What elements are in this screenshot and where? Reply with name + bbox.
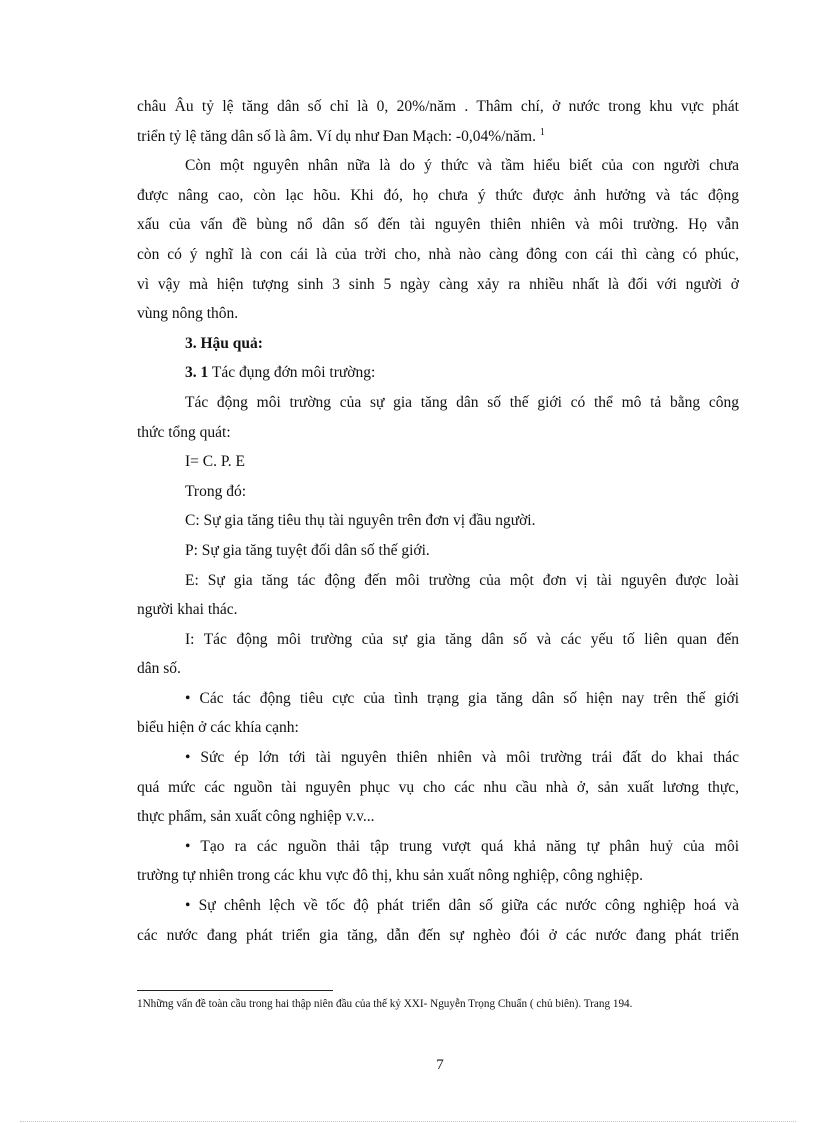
line-text: châu Âu tỷ lệ tăng dân số chỉ là 0, 20%/năm . Thâm chí, ở nước trong khu vực phát (137, 98, 739, 115)
text-line (137, 802, 739, 832)
line-text: được nâng cao, còn lạc hõu. Khi đó, họ chưa ý thức được ảnh hưởng và tác động (137, 186, 739, 204)
text-line (137, 861, 739, 891)
line-text: các nước đang phát triển gia tăng, dẫn đến sự nghèo đói ở các nước đang phát triển (137, 926, 739, 944)
text-line (137, 713, 739, 743)
line-text: • Sức ép lớn tới tài nguyên thiên nhiên và môi trường trái đất do khai thác (185, 749, 739, 767)
line-text: C: Sự gia tăng tiêu thụ tài nguyên trên đơn vị đầu người. (185, 512, 536, 530)
line-text: thức tổng quát: (137, 423, 231, 441)
line-text: I= C. P. E (185, 453, 245, 471)
text-line (137, 595, 739, 625)
line-text: người khai thác. (137, 601, 238, 619)
page-number: 7 (436, 1057, 444, 1073)
text-line (137, 477, 739, 507)
text-line (137, 388, 739, 418)
line-text: biểu hiện ở các khía cạnh: (137, 719, 299, 737)
text-line (137, 92, 739, 122)
text-line (137, 921, 739, 951)
text-line (137, 625, 739, 655)
line-text: Trong đó: (185, 482, 247, 500)
text-line (137, 891, 739, 921)
text-line (137, 506, 739, 536)
footnote-reference[interactable]: 1 (539, 126, 545, 138)
line-text: vì vậy mà hiện tượng sinh 3 sinh 5 ngày càng xảy ra nhiều nhất là đối với người ở (137, 275, 739, 293)
text-line (137, 832, 739, 862)
text-line (137, 654, 739, 684)
text-line (137, 684, 739, 714)
text-line (137, 299, 739, 329)
line-text: dân số. (137, 660, 181, 678)
line-text: P: Sự gia tăng tuyệt đối dân số thế giới. (185, 541, 430, 559)
line-text: triển tỷ lệ tăng dân số là âm. Ví dụ như Đan Mạch: -0,04%/năm. (137, 127, 536, 145)
text-line (137, 181, 739, 211)
subsection-title: Tác đụng đớn môi trường: (208, 364, 376, 382)
footnote-separator (137, 990, 333, 991)
text-line (137, 358, 739, 388)
footnote-marker: 1 (137, 998, 143, 1010)
document-body (137, 92, 739, 950)
text-line (137, 447, 739, 477)
subsection-number: 3. 1 (185, 364, 209, 382)
text-line (137, 270, 739, 300)
line-text: E: Sự gia tăng tác động đến môi trường của một đơn vị tài nguyên được loài (185, 571, 739, 589)
text-line (137, 743, 739, 773)
line-text: I: Tác động môi trường của sự gia tăng dân số và các yếu tố liên quan đến (185, 630, 739, 648)
line-text: còn có ý nghĩ là con cái là của trời cho, nhà nào càng đông con cái thì càng có phúc, (137, 245, 739, 263)
section-heading (137, 329, 739, 359)
line-text: vùng nông thôn. (137, 305, 239, 323)
line-text: quá mức các nguồn tài nguyên phục vụ cho các nhu cầu nhà ở, sản xuất lương thực, (137, 778, 739, 796)
page-bottom-border (20, 1121, 796, 1122)
line-text: • Tạo ra các nguồn thải tập trung vượt quá khả năng tự phân huỷ của môi (185, 837, 739, 855)
footnote-text: Những vấn đề toàn cầu trong hai thập niên đầu của thế kỷ XXI- Nguyễn Trọng Chuẩn ( chủ biên). Trang 194. (142, 998, 633, 1010)
line-text: trường tự nhiên trong các khu vực đô thị, khu sản xuất nông nghiệp, công nghiệp. (137, 867, 644, 885)
line-text: thực phẩm, sản xuất công nghiệp v.v... (137, 808, 375, 826)
line-text: xấu của vấn đề bùng nổ dân số đến tài nguyên thiên nhiên và môi trường. Họ vẫn (137, 216, 739, 234)
text-line (137, 210, 739, 240)
text-line (137, 151, 739, 181)
footnote (137, 997, 741, 1012)
text-line (137, 122, 739, 152)
text-line (137, 566, 739, 596)
line-text: Còn một nguyên nhân nữa là do ý thức và tầm hiểu biết của con người chưa (185, 157, 739, 175)
text-line (137, 418, 739, 448)
text-line (137, 240, 739, 270)
text-line (137, 536, 739, 566)
text-line (137, 773, 739, 803)
line-text: 3. Hậu quả: (185, 334, 263, 352)
line-text: • Các tác động tiêu cực của tình trạng gia tăng dân số hiện nay trên thế giới (185, 689, 739, 707)
line-text: Tác động môi trường của sự gia tăng dân số thế giới có thể mô tả bằng công (185, 393, 739, 411)
line-text: • Sự chênh lệch về tốc độ phát triển dân số giữa các nước công nghiệp hoá và (185, 897, 739, 915)
